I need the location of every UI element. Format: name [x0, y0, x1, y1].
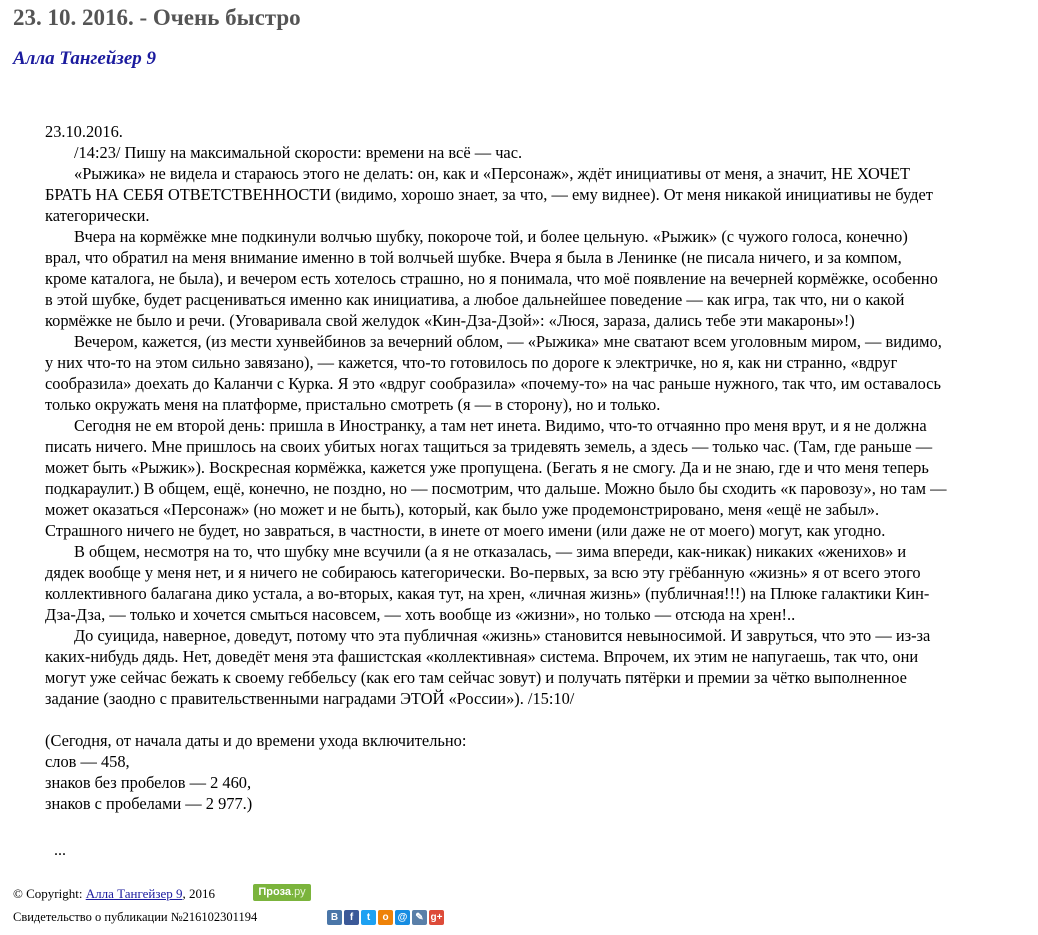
text-line: коллективного балагана дико устала, а во-вторых, какая тут, на хрен, «личная жизнь» (публичная!!!) на Плюке галактики Кин-	[45, 584, 930, 603]
livejournal-icon[interactable]: ✎	[412, 910, 427, 925]
proza-ru-logo[interactable]	[253, 884, 311, 901]
author-link[interactable]: Алла Тангейзер 9	[13, 48, 157, 69]
text-line: каких-нибудь дядь. Нет, доведёт меня эта фашистская «коллективная» система. Впрочем, их этим не напугаешь, так что, они	[45, 647, 919, 666]
text-line: БРАТЬ НА СЕБЯ ОТВЕТСТВЕННОСТИ (видимо, хорошо знает, за что, — ему виднее). От меня никакой инициативы не будет	[45, 185, 933, 204]
text-line: писать ничего. Мне пришлось на своих убитых ногах тащиться за тридевять земель, а здесь — только час. (Там, где раньше —	[45, 437, 933, 456]
text-line: сообразила» доехать до Каланчи с Курка. Я это «вдруг сообразила» «почему-то» на час раньше нужного, так что, им оставалось	[45, 374, 941, 393]
text-line: кроме каталога, не была), и вечером есть хотелось страшно, но я понимала, что моё появление на вечерней кормёжке, особенно	[45, 269, 938, 288]
text-line: До суицида, наверное, доведут, потому что эта публичная «жизнь» становится невыносимой. И завруться, что это — из-за	[74, 626, 931, 645]
text-line: только окружать меня на платформе, пристально смотреть (я — в сторону), но и только.	[45, 395, 661, 414]
twitter-icon[interactable]: t	[361, 910, 376, 925]
text-line	[45, 709, 1030, 730]
text-line: Страшного ничего не будет, но завраться, в частности, в инете от моего имени (или даже не от моего) могут, как угодно.	[45, 521, 886, 540]
facebook-icon[interactable]: f	[344, 910, 359, 925]
googleplus-icon[interactable]: g+	[430, 912, 443, 923]
text-line: подкараулит.) В общем, ещё, конечно, не поздно, но — посмотрим, что дальше. Можно было бы сходить «к паровозу», но там —	[45, 479, 947, 498]
copyright-line	[13, 885, 215, 902]
text-line: у них что-то на этом сильно завязано), — кажется, что-то готовилось по дороге к электричке, но я, как ни странно, «вдруг	[45, 353, 898, 372]
share-icons	[327, 910, 444, 926]
text-line: могут уже сейчас бежать к своему геббельсу (как его там сейчас зовут) и получать пятёрки и премии за чётко выполненное	[45, 668, 907, 687]
text-line: Вечером, кажется, (из мести хунвейбинов за вечерний облом, — «Рыжика» мне сватают всем уголовным миром, — видимо,	[74, 332, 942, 351]
text-line: кормёжке не было и речи. (Уговаривала свой желудок «Кин-Дза-Дзой»: «Люся, зараза, дались тебе эти макароны»!)	[45, 311, 855, 330]
text-line: знаков с пробелами — 2 977.)	[45, 794, 253, 813]
vkontakte-icon[interactable]: В	[327, 910, 342, 925]
copyright-author-link[interactable]: Алла Тангейзер 9	[85, 886, 183, 901]
ellipsis: ...	[54, 842, 66, 859]
page-title: 23. 10. 2016. - Очень быстро	[13, 5, 301, 30]
text-line: /14:23/ Пишу на максимальной скорости: времени на всё — час.	[74, 143, 523, 162]
text-line: «Рыжика» не видела и стараюсь этого не делать: он, как и «Персонаж», ждёт инициативы от меня, а значит, НЕ ХОЧЕТ	[74, 164, 911, 183]
text-line: слов — 458,	[45, 752, 130, 771]
copyright-prefix: © Copyright:	[13, 886, 86, 901]
text-line: в этой шубке, будет расцениваться именно как инициатива, а любое дальнейшее поведение — как игра, так что, ни о какой	[45, 290, 905, 309]
proza-logo-main: Проза	[258, 886, 292, 898]
text-line: (Сегодня, от начала даты и до времени ухода включительно:	[45, 731, 467, 750]
mailru-icon[interactable]: @	[395, 910, 410, 925]
text-line: В общем, несмотря на то, что шубку мне всучили (а я не отказалась, — зима впереди, как-никак) никаких «женихов» и	[74, 542, 907, 561]
text-line: врал, что обратил на меня внимание именно в той волчьей шубке. Вчера я была в Ленинке (не писала ничего, и за компом,	[45, 248, 902, 267]
text-line: знаков без пробелов — 2 460,	[45, 773, 252, 792]
odnoklassniki-icon[interactable]: о	[378, 910, 393, 925]
text-line: Дза-Дза, — только и хочется смыться насовсем, — хоть вообще из «жизни», но только — отсюда на хрен!..	[45, 605, 796, 624]
text-line: задание (заодно с правительственными наградами ЭТОЙ «России»). /15:10/	[45, 689, 575, 708]
text-line: Сегодня не ем второй день: пришла в Иностранку, а там нет инета. Видимо, что-то отчаянно про меня врут, и я не должна	[74, 416, 927, 435]
copyright-year: , 2016	[182, 886, 215, 901]
text-line: может оказаться «Персонаж» (но может и не быть), который, как было уже продемонстрировано, меня «ещё не забыл».	[45, 500, 880, 519]
text-line: 23.10.2016.	[45, 122, 123, 141]
text-line: Вчера на кормёжке мне подкинули волчью шубку, покороче той, и более цельную. «Рыжик» (с чужого голоса, конечно)	[74, 227, 908, 246]
publication-certificate: Свидетельство о публикации №216102301194	[13, 910, 258, 924]
proza-logo-suffix: .ру	[291, 886, 306, 898]
article-text	[45, 121, 1030, 814]
text-line: категорически.	[45, 206, 150, 225]
text-line: дядек вообще у меня нет, и я ничего не собираюсь категорически. Во-первых, за всю эту грёбанную «жизнь» я от всего этого	[45, 563, 921, 582]
text-line: может быть «Рыжик»). Воскресная кормёжка, кажется уже пропущена. (Бегать я не смогу. Да и не знаю, где и что меня теперь	[45, 458, 929, 477]
